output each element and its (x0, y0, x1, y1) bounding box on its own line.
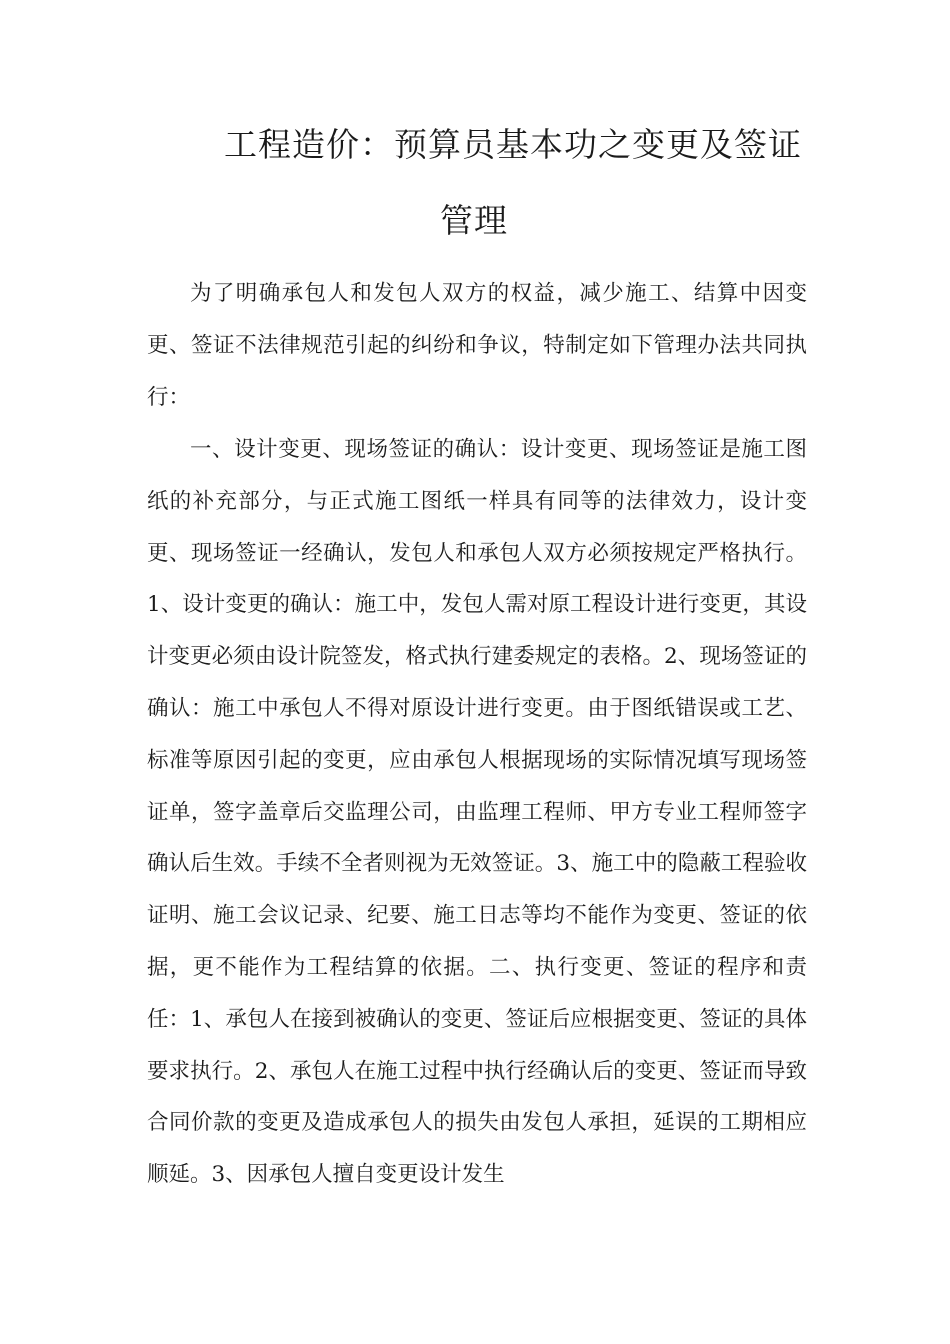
paragraph-intro: 为了明确承包人和发包人双方的权益，减少施工、结算中因变更、签证不法律规范引起的纠纷和争议，特制定如下管理办法共同执行： (147, 281, 807, 410)
document-title-line-2: 管理 (440, 201, 508, 240)
paragraph-body: 一、设计变更、现场签证的确认：设计变更、现场签证是施工图纸的补充部分，与正式施工图纸一样具有同等的法律效力，设计变更、现场签证一经确认，发包人和承包人双方必须按规定严格执行。1、设计变更的确认：施工中，发包人需对原工程设计进行变更，其设计变更必须由设计院签发，格式执行建委规定的表格。2、现场签证的确认：施工中承包人不得对原设计进行变更。由于图纸错误或工艺、标准等原因引起的变更，应由承包人根据现场的实际情况填写现场签证单，签字盖章后交监理公司，由监理工程师、甲方专业工程师签字确认后生效。手续不全者则视为无效签证。3、施工中的隐蔽工程验收证明、施工会议记录、纪要、施工日志等均不能作为变更、签证的依据，更不能作为工程结算的依据。二、执行变更、签证的程序和责任：1、承包人在接到被确认的变更、签证后应根据变更、签证的具体要求执行。2、承包人在施工过程中执行经确认后的变更、签证而导致合同价款的变更及造成承包人的损失由发包人承担，延误的工期相应顺延。3、因承包人擅自变更设计发生 (147, 437, 807, 1188)
document-title-line-1: 工程造价：预算员基本功之变更及签证 (224, 125, 802, 164)
